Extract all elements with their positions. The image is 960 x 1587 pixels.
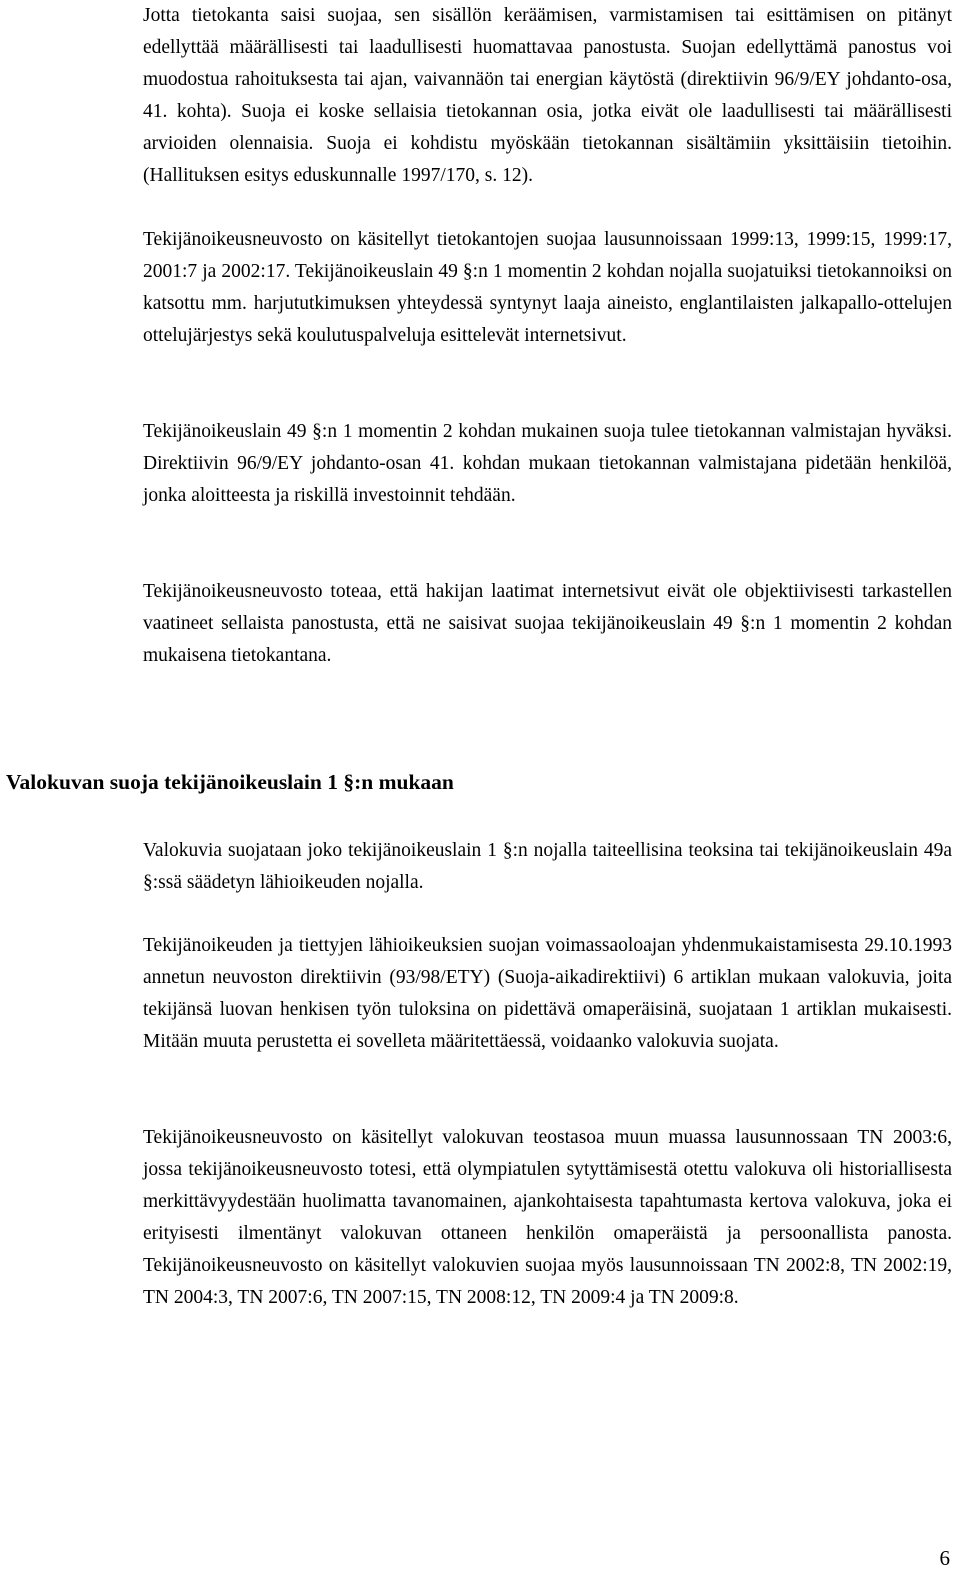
paragraph-database-protection: Jotta tietokanta saisi suojaa, sen sisällön keräämisen, varmistamisen tai esittämisen on pitänyt edellyttää määrällisesti tai laadullisesti huomattavaa panostusta. Suojan edellyttämä panostus voi muodostua rahoituksesta tai ajan, vaivannäön tai energian käytöstä (direktiivin 96/9/EY johdanto-osa, 41. kohta). Suoja ei koske sellaisia tietokannan osia, jotka eivät ole laadullisesti tai määrällisesti arvioiden olennaisia. Suoja ei kohdistu myöskään tietokannan sisältämiin yksittäisiin tietoihin. (Hallituksen esitys eduskunnalle 1997/170, s. 12). — [143, 5, 952, 186]
paragraph-database-maker: Tekijänoikeuslain 49 §:n 1 momentin 2 kohdan mukainen suoja tulee tietokannan valmistajan hyväksi. Direktiivin 96/9/EY johdanto-osan 41. kohdan mukaan tietokannan valmistajana pidetään henkilöä, jonka aloitteesta ja riskillä investoinnit tehdään. — [143, 421, 952, 506]
paragraph-directive: Tekijänoikeuden ja tiettyjen lähioikeuksien suojan voimassaoloajan yhdenmukaistamisesta 29.10.1993 annetun neuvoston direktiivin (93/98/ETY) (Suoja-aikadirektiivi) 6 artiklan mukaan valokuvia, joita tekijänsä luovan henkisen työn tuloksina on pidettävä omaperäisinä, suojataan 1 artiklan mukaisesti. Mitään muuta perustetta ei sovelleta määritettäessä, voidaanko valokuvia suojata. — [143, 935, 952, 1052]
paragraph-council-statements: Tekijänoikeusneuvosto on käsitellyt tietokantojen suojaa lausunnoissaan 1999:13, 1999:15, 1999:17, 2001:7 ja 2002:17. Tekijänoikeuslain 49 §:n 1 momentin 2 kohdan nojalla suojatuiksi tietokannoiksi on katsottu mm. harjututkimuksen yhteydessä syntynyt laaja aineisto, englantilaisten jalkapallo-ottelujen ottelujärjestys sekä koulutuspalveluja esittelevät internetsivut. — [143, 229, 952, 346]
section-heading: Valokuvan suoja tekijänoikeuslain 1 §:n mukaan — [6, 770, 454, 794]
page-number: 6 — [939, 1546, 950, 1570]
paragraph-council-photo-statements: Tekijänoikeusneuvosto on käsitellyt valokuvan teostasoa muun muassa lausunnossaan TN 2003:6, jossa tekijänoikeusneuvosto totesi, että olympiatulen sytyttämisestä otettu valokuva oli historiallisesta merkittävyydestään huolimatta tavanomainen, ajankohtaisesta tapahtumasta kertova valokuva, joka ei erityisesti ilmentänyt valokuvan ottaneen henkilön omaperäistä ja persoonallista panosta. Tekijänoikeusneuvosto on käsitellyt valokuvien suojaa myös lausunnoissaan TN 2002:8, TN 2002:19, TN 2004:3, TN 2007:6, TN 2007:15, TN 2008:12, TN 2009:4 ja TN 2009:8. — [143, 1127, 952, 1308]
paragraph-council-conclusion: Tekijänoikeusneuvosto toteaa, että hakijan laatimat internetsivut eivät ole objektiivisesti tarkastellen vaatineet sellaista panostusta, että ne saisivat suojaa tekijänoikeuslain 49 §:n 1 momentin 2 kohdan mukaisena tietokantana. — [143, 581, 952, 666]
paragraph-photo-protection: Valokuvia suojataan joko tekijänoikeuslain 1 §:n nojalla taiteellisina teoksina tai tekijänoikeuslain 49a §:ssä säädetyn lähioikeuden nojalla. — [143, 840, 952, 893]
